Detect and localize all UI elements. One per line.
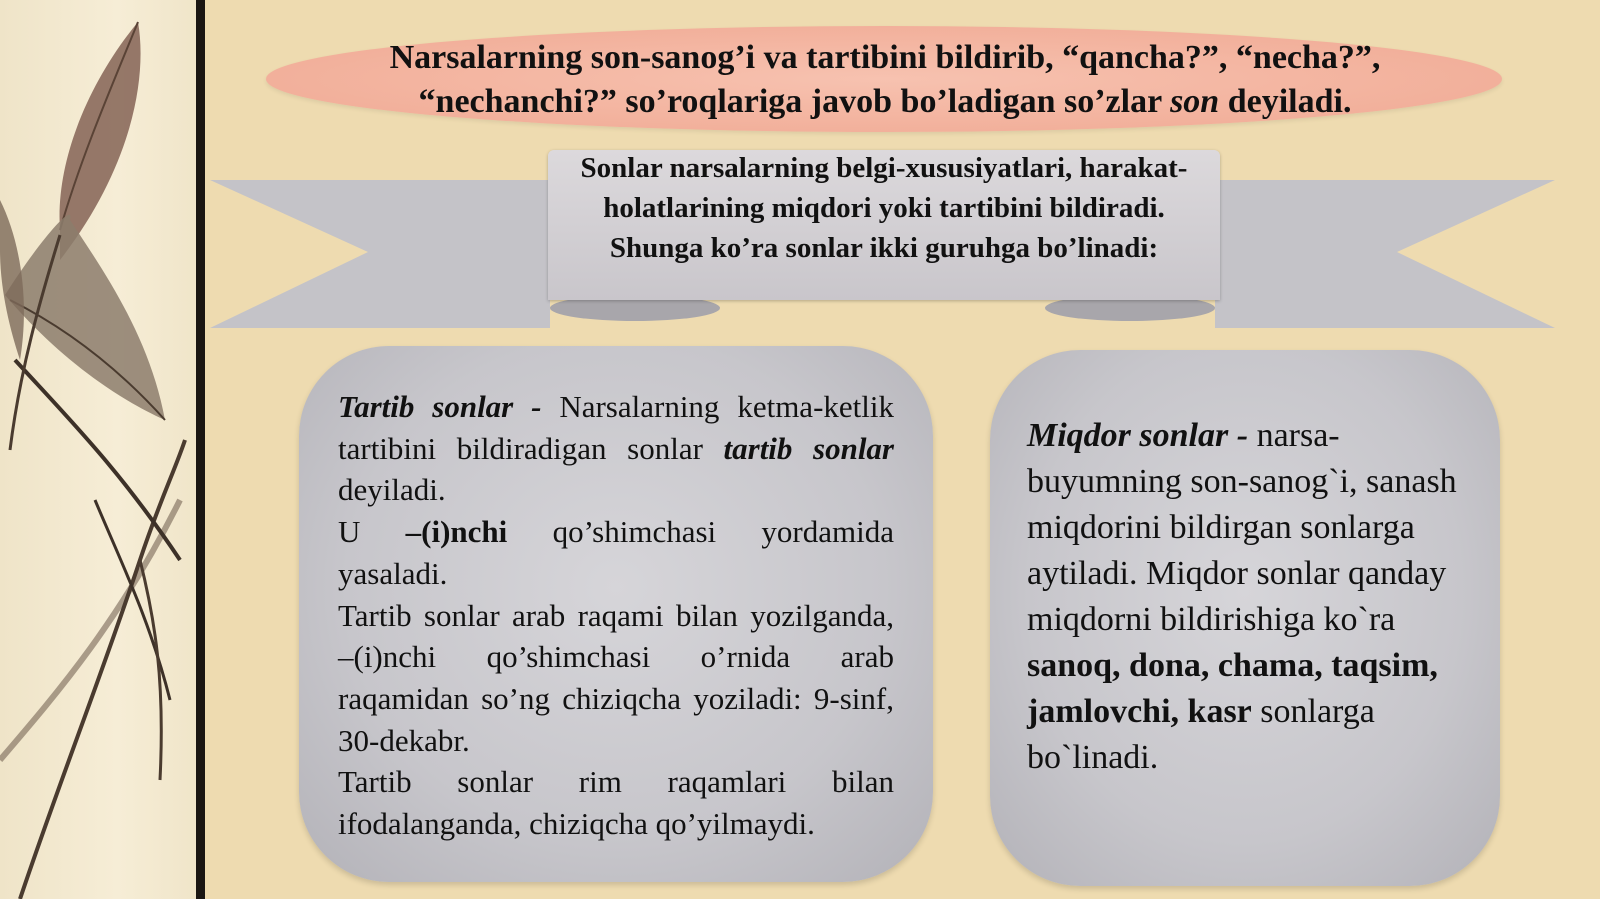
ordinal-suffix-rule	[338, 511, 894, 594]
ordinal-arabic-rule: Tartib sonlar arab raqami bilan yozilganda, –(i)nchi qo’shimchasi o’rnida arab raqamidan so’ng chiziqcha yoziladi: 9-sinf, 30-dekabr.	[338, 597, 894, 758]
cardinal-types: sanoq, dona, chama, taqsim, jamlovchi, kasr	[1027, 647, 1438, 730]
ordinal-def-emphasis: tartib sonlar	[723, 430, 895, 466]
ordinal-roman-rule: Tartib sonlar rim raqamlari bilan ifodalanganda, chiziqcha qo’yilmaydi.	[338, 764, 894, 842]
intro-line-2	[300, 80, 1470, 124]
dry-leaf-branch-icon	[0, 0, 196, 899]
decorative-sidebar	[0, 0, 196, 899]
ordinal-def-text: Narsalarning ketma-ketlik tartibini bildiradigan sonlar	[338, 389, 894, 466]
ordinal-numbers-text	[338, 386, 894, 845]
intro-line-2-emphasis: son	[1170, 83, 1220, 120]
cardinal-definition	[1027, 413, 1467, 781]
ordinal-definition	[338, 386, 894, 511]
intro-line-2-text: “nechanchi?” so’roqlariga javob bo’ladigan so’zlar	[418, 83, 1171, 120]
intro-line-2-end: deyiladi.	[1219, 83, 1352, 120]
ordinal-suffix-post: qo’shimchasi yordamida yasaladi.	[338, 514, 895, 591]
ordinal-suffix-pre: U	[338, 514, 406, 550]
ordinal-suffix: –(i)nchi	[405, 514, 508, 550]
intro-definition	[300, 36, 1470, 124]
sidebar-divider	[196, 0, 205, 899]
cardinal-def-text: narsa-buyumning son-sanog`i, sanash miqdorini bildirgan sonlarga aytiladi. Miqdor sonlar qanday miqdorni bildirishiga ko`ra	[1027, 417, 1457, 638]
ordinal-term: Tartib sonlar -	[338, 389, 542, 424]
ribbon-text: Sonlar narsalarning belgi-xususiyatlari, harakat-holatlarining miqdori yoki tartibini bildiradi. Shunga ko’ra sonlar ikki guruhga bo’linadi:	[580, 152, 1188, 264]
intro-line-1: Narsalarning son-sanog’i va tartibini bildirib, “qancha?”, “necha?”,	[389, 39, 1381, 76]
cardinal-term: Miqdor sonlar -	[1027, 417, 1249, 454]
ordinal-def-end: deyiladi.	[338, 472, 446, 508]
cardinal-numbers-text	[1027, 413, 1467, 781]
cardinal-def-end: sonlarga bo`linadi.	[1027, 693, 1375, 776]
